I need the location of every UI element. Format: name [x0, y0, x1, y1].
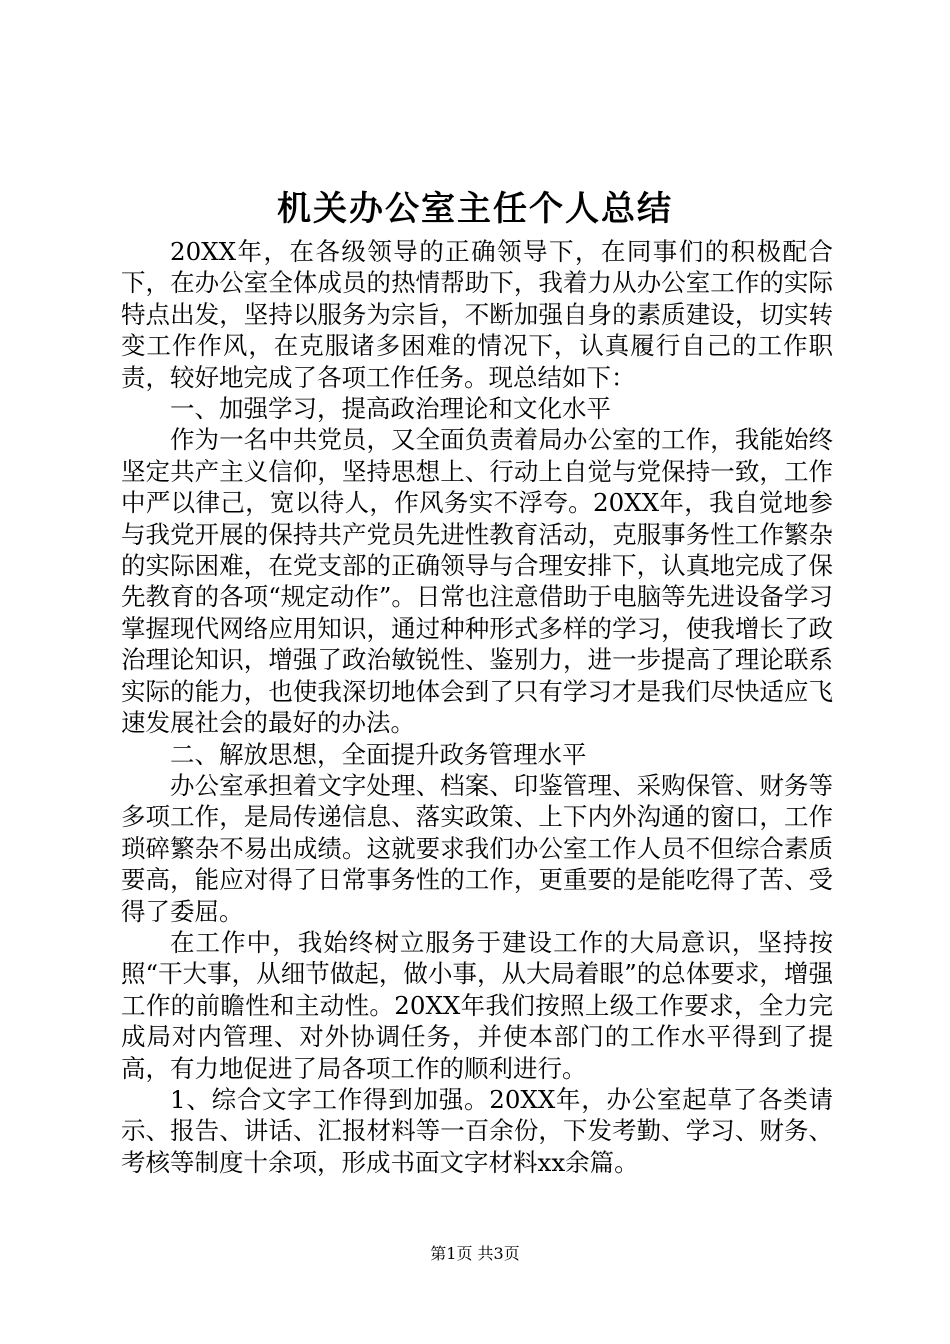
- document-title: 机关办公室主任个人总结: [277, 189, 673, 229]
- paragraph-section-2b: 在工作中，我始终树立服务于建设工作的大局意识，坚持按照“干大事，从细节做起，做小事，从大局着眼”的总体要求，增强工作的前瞻性和主动性。20XX年我们按照上级工作要求，全力完成局对内管理、对外协调任务，并使本部门的工作水平得到了提高，有力地促进了局各项工作的顺利进行。: [121, 927, 833, 1083]
- paragraph-intro: 20XX年，在各级领导的正确领导下，在同事们的积极配合下，在办公室全体成员的热情帮助下，我着力从办公室工作的实际特点出发，坚持以服务为宗旨，不断加强自身的素质建设，切实转变工作作风，在克服诸多困难的情况下，认真履行自己的工作职责，较好地完成了各项工作任务。现总结如下：: [121, 237, 833, 392]
- paragraph-section-2a: 办公室承担着文字处理、档案、印鉴管理、采购保管、财务等多项工作，是局传递信息、落实政策、上下内外沟通的窗口，工作琐碎繁杂不易出成绩。这就要求我们办公室工作人员不但综合素质要高，能应对得了日常事务性的工作，更重要的是能吃得了苦、受得了委屈。: [121, 770, 833, 926]
- section-heading-1: 一、加强学习，提高政治理论和文化水平: [170, 394, 611, 424]
- section-heading-2: 二、解放思想，全面提升政务管理水平: [170, 739, 587, 769]
- document-body: [121, 236, 833, 1178]
- paragraph-item-1: 1、综合文字工作得到加强。20XX年，办公室起草了各类请示、报告、讲话、汇报材料等一百余份，下发考勤、学习、财务、考核等制度十余项，形成书面文字材料xx余篇。: [121, 1084, 833, 1177]
- paragraph-section-1: 作为一名中共党员，又全面负责着局办公室的工作，我能始终坚定共产主义信仰，坚持思想上、行动上自觉与党保持一致，工作中严以律己，宽以待人，作风务实不浮夸。20XX年，我自觉地参与我党开展的保持共产党员先进性教育活动，克服事务性工作繁杂的实际困难，在党支部的正确领导与合理安排下，认真地完成了保先教育的各项“规定动作”。日常也注意借助于电脑等先进设备学习掌握现代网络应用知识，通过种种形式多样的学习，使我增长了政治理论知识，增强了政治敏锐性、鉴别力，进一步提高了理论联系实际的能力，也使我深切地体会到了只有学习才是我们尽快适应飞速发展社会的最好的办法。: [121, 425, 833, 738]
- page-number-footer: 第1页 共3页: [430, 1244, 520, 1263]
